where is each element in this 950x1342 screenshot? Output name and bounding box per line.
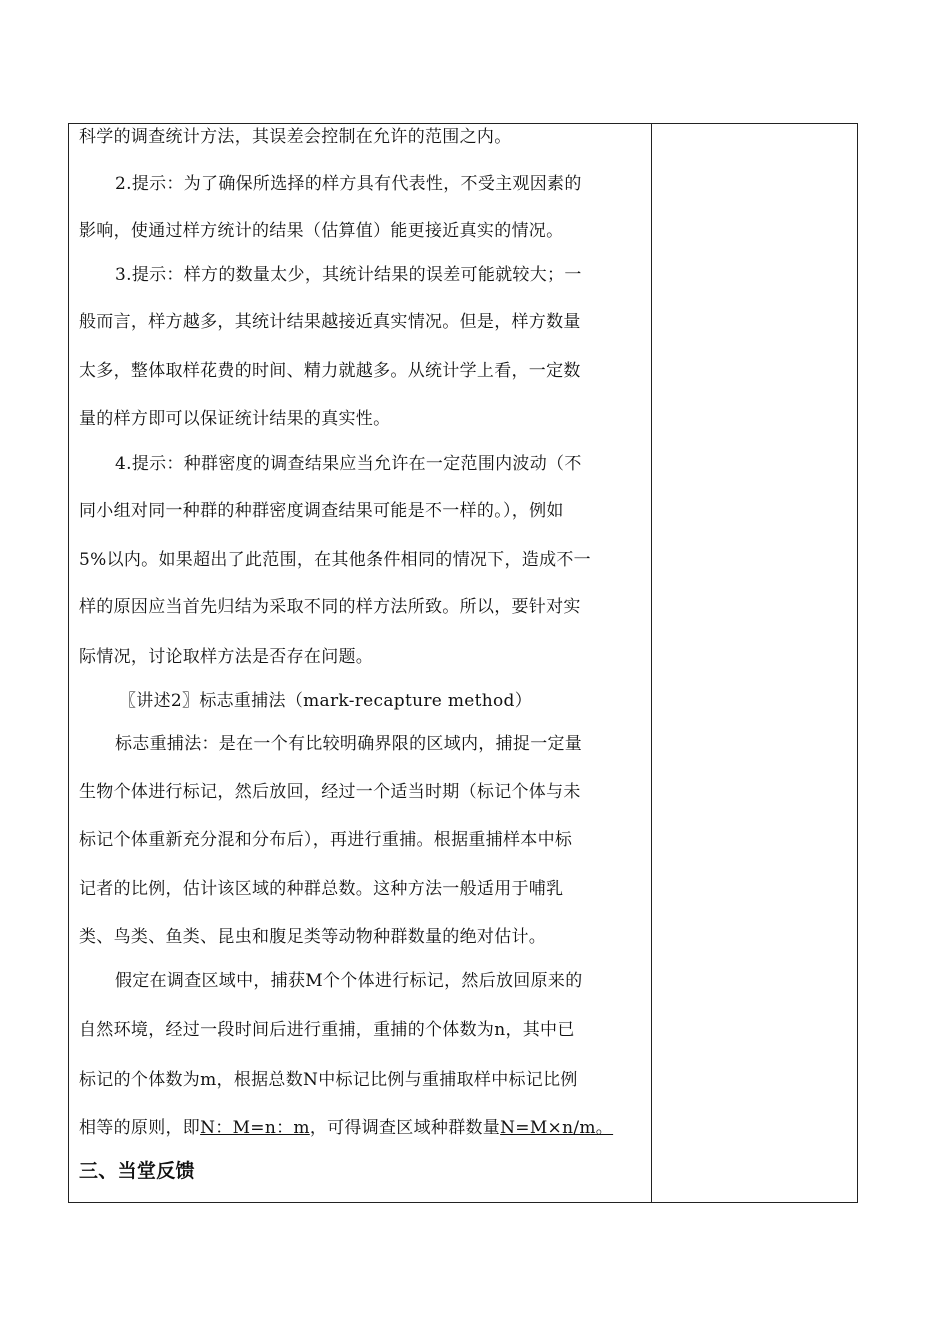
paragraph-line: 太多，整体取样花费的时间、精力就越多。从统计学上看，一定数 [79, 361, 581, 381]
paragraph-line: 3.提示：样方的数量太少，其统计结果的误差可能就较大；一 [115, 265, 582, 285]
text-fragment: 相等的原则，即 [79, 1118, 201, 1138]
paragraph-line: 量的样方即可以保证统计结果的真实性。 [79, 409, 391, 429]
paragraph-line: 标记的个体数为m，根据总数N中标记比例与重捕取样中标记比例 [79, 1070, 578, 1090]
paragraph-line: 5%以内。如果超出了此范围，在其他条件相同的情况下，造成不一 [79, 550, 591, 570]
paragraph-line: 标记个体重新充分混和分布后），再进行重捕。根据重捕样本中标 [79, 830, 573, 850]
section-label: 〖讲述2〗标志重捕法（mark-recapture method） [119, 691, 533, 711]
paragraph-line: 样的原因应当首先归结为采取不同的样方法所致。所以，要针对实 [79, 597, 581, 617]
paragraph-line: 2.提示：为了确保所选择的样方具有代表性，不受主观因素的 [115, 174, 582, 194]
paragraph-line: 类、鸟类、鱼类、昆虫和腹足类等动物种群数量的绝对估计。 [79, 927, 547, 947]
column-divider [651, 124, 652, 1202]
paragraph-line: 同小组对同一种群的种群密度调查结果可能是不一样的。），例如 [79, 501, 564, 521]
paragraph-line: 影响，使通过样方统计的结果（估算值）能更接近真实的情况。 [79, 221, 564, 241]
text-fragment: ，可得调查区域种群数量 [309, 1118, 501, 1138]
paragraph-line [79, 1117, 613, 1139]
paragraph-line: 科学的调查统计方法，其误差会控制在允许的范围之内。 [79, 127, 512, 147]
paragraph-line: 假定在调查区域中，捕获M个个体进行标记，然后放回原来的 [115, 971, 583, 991]
paragraph-line: 记者的比例，估计该区域的种群总数。这种方法一般适用于哺乳 [79, 879, 564, 899]
paragraph-line: 际情况，讨论取样方法是否存在问题。 [79, 647, 374, 667]
ratio-formula: N：M=n：m [200, 1118, 310, 1138]
section-heading: 三、当堂反馈 [79, 1160, 195, 1182]
paragraph-line: 自然环境，经过一段时间后进行重捕，重捕的个体数为n，其中已 [79, 1020, 575, 1040]
population-formula: N=M×n/m。 [500, 1118, 614, 1138]
paragraph-line: 标志重捕法：是在一个有比较明确界限的区域内，捕捉一定量 [115, 734, 583, 754]
document-table [68, 123, 858, 1203]
content-cell [69, 124, 651, 1202]
paragraph-line: 4.提示：种群密度的调查结果应当允许在一定范围内波动（不 [115, 454, 582, 474]
paragraph-line: 生物个体进行标记，然后放回，经过一个适当时期（标记个体与未 [79, 782, 581, 802]
paragraph-line: 般而言，样方越多，其统计结果越接近真实情况。但是，样方数量 [79, 312, 581, 332]
